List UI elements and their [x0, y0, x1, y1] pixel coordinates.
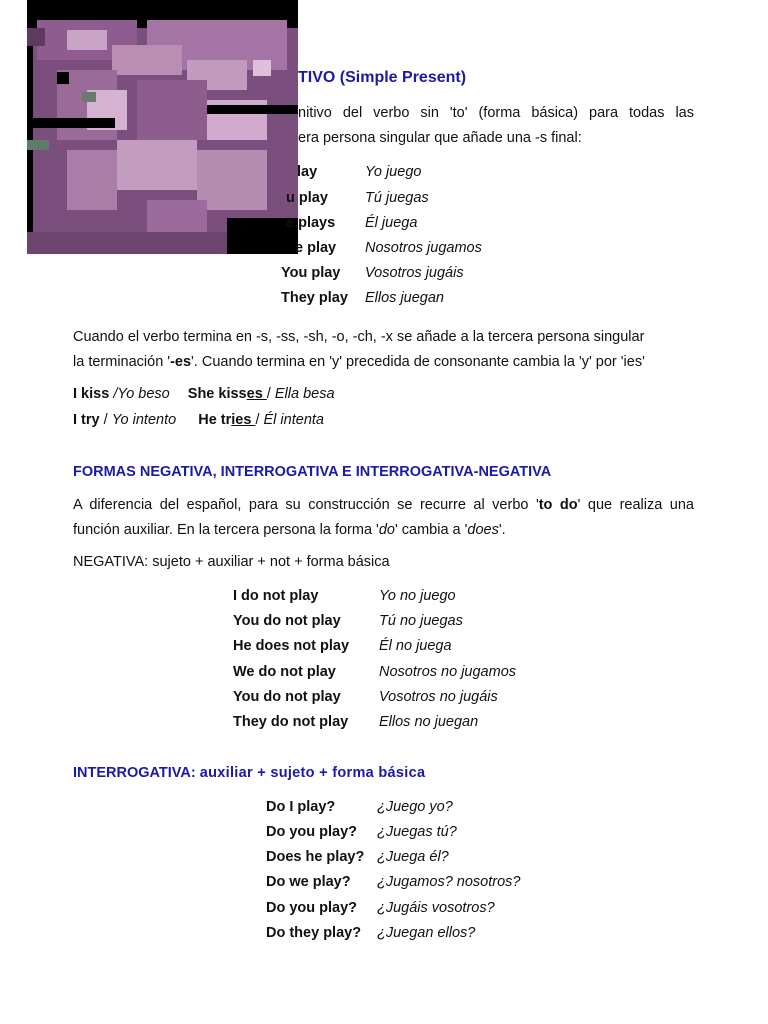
- english-form: I do not play: [233, 588, 319, 604]
- example-english: I try: [73, 412, 100, 428]
- interrogative-label: INTERROGATIVA:: [73, 765, 200, 781]
- interrogative-formula: auxiliar + sujeto + forma básica: [199, 765, 426, 781]
- english-form: You do not play: [233, 613, 341, 629]
- separator: /: [266, 386, 271, 402]
- example-english: He tr: [198, 412, 232, 428]
- spanish-translation: Yo juego: [365, 164, 422, 180]
- negative-rule: NEGATIVA: sujeto + auxiliar + not + forma básica: [73, 554, 390, 570]
- spanish-translation: ¿Jugamos? nosotros?: [377, 874, 521, 890]
- rule-line-2: [73, 354, 645, 370]
- separator: /: [255, 412, 260, 428]
- keyword-do: do: [378, 522, 395, 538]
- text: función auxiliar. En la tercera persona la forma ': [73, 522, 379, 538]
- english-form: lay: [297, 164, 318, 180]
- example-english: I kiss: [73, 386, 110, 402]
- spanish-translation: Ellos juegan: [365, 290, 444, 306]
- example-spanish: Ella besa: [270, 386, 335, 402]
- spanish-translation: Vosotros jugáis: [365, 265, 464, 281]
- spanish-translation: Tú juegas: [365, 190, 429, 206]
- example-suffix: es: [246, 386, 267, 402]
- text: ' que realiza una: [577, 497, 694, 513]
- english-form: e play: [295, 240, 337, 256]
- spanish-translation: Nosotros jugamos: [365, 240, 482, 256]
- example-spanish: Él intenta: [259, 412, 324, 428]
- pixelated-image: [27, 0, 298, 254]
- text: ' cambia a ': [394, 522, 468, 538]
- rule-line-1: Cuando el verbo termina en -s, -ss, -sh, -o, -ch, -x se añade a la tercera persona singular: [73, 329, 645, 345]
- keyword-to-do: to do: [538, 497, 578, 513]
- spanish-translation: Nosotros no jugamos: [379, 664, 517, 680]
- spanish-translation: Vosotros no jugáis: [379, 689, 498, 705]
- english-form: u play: [286, 190, 328, 206]
- example-kiss: [73, 386, 335, 402]
- example-spanish: Yo intento: [111, 412, 177, 428]
- spanish-translation: ¿Juega él?: [377, 849, 449, 865]
- section-title-forms: FORMAS NEGATIVA, INTERROGATIVA E INTERROGATIVA-NEGATIVA: [73, 464, 552, 480]
- rule-text: '. Cuando termina en 'y' precedida de consonante cambia la 'y' por 'ies': [191, 354, 645, 370]
- section-title-simple-present: TIVO (Simple Present): [298, 69, 467, 86]
- example-english: She kiss: [187, 386, 247, 402]
- english-form: You do not play: [233, 689, 341, 705]
- spanish-translation: Ellos no juegan: [379, 714, 479, 730]
- paragraph-line-1: [73, 497, 694, 513]
- english-form: You play: [281, 265, 341, 281]
- spanish-translation: Él juega: [365, 215, 418, 231]
- keyword-does: does: [467, 522, 499, 538]
- spanish-translation: Él no juega: [379, 638, 452, 654]
- english-form: Do you play?: [266, 900, 358, 916]
- separator: /: [99, 412, 112, 428]
- english-form: They play: [281, 290, 348, 306]
- text: '.: [498, 522, 506, 538]
- english-form: Does he play?: [266, 849, 365, 865]
- english-form: Do you play?: [266, 824, 358, 840]
- example-try: [73, 412, 324, 428]
- english-form: They do not play: [233, 714, 349, 730]
- example-spanish: /Yo beso: [113, 386, 170, 402]
- english-form: Do I play?: [266, 799, 336, 815]
- english-form: Do they play?: [266, 925, 362, 941]
- spanish-translation: ¿Juego yo?: [377, 799, 453, 815]
- spanish-translation: ¿Juegas tú?: [377, 824, 457, 840]
- text: A diferencia del español, para su construcción se recurre al verbo ': [73, 497, 539, 513]
- paragraph-line-2: [73, 522, 506, 538]
- example-suffix: ies: [231, 412, 256, 428]
- intro-line-2: era persona singular que añade una -s final:: [298, 130, 582, 146]
- english-form: We do not play: [233, 664, 336, 680]
- english-form: Do we play?: [266, 874, 351, 890]
- spanish-translation: Tú no juegas: [379, 613, 463, 629]
- rule-suffix: -es: [170, 354, 192, 370]
- intro-line-1: nitivo del verbo sin 'to' (forma básica) para todas las: [298, 105, 694, 121]
- rule-text: la terminación ': [73, 354, 171, 370]
- interrogative-rule: [73, 765, 425, 781]
- english-form: e plays: [286, 215, 336, 231]
- spanish-translation: ¿Jugáis vosotros?: [377, 900, 495, 916]
- english-form: He does not play: [233, 638, 350, 654]
- spanish-translation: Yo no juego: [379, 588, 456, 604]
- spanish-translation: ¿Juegan ellos?: [377, 925, 476, 941]
